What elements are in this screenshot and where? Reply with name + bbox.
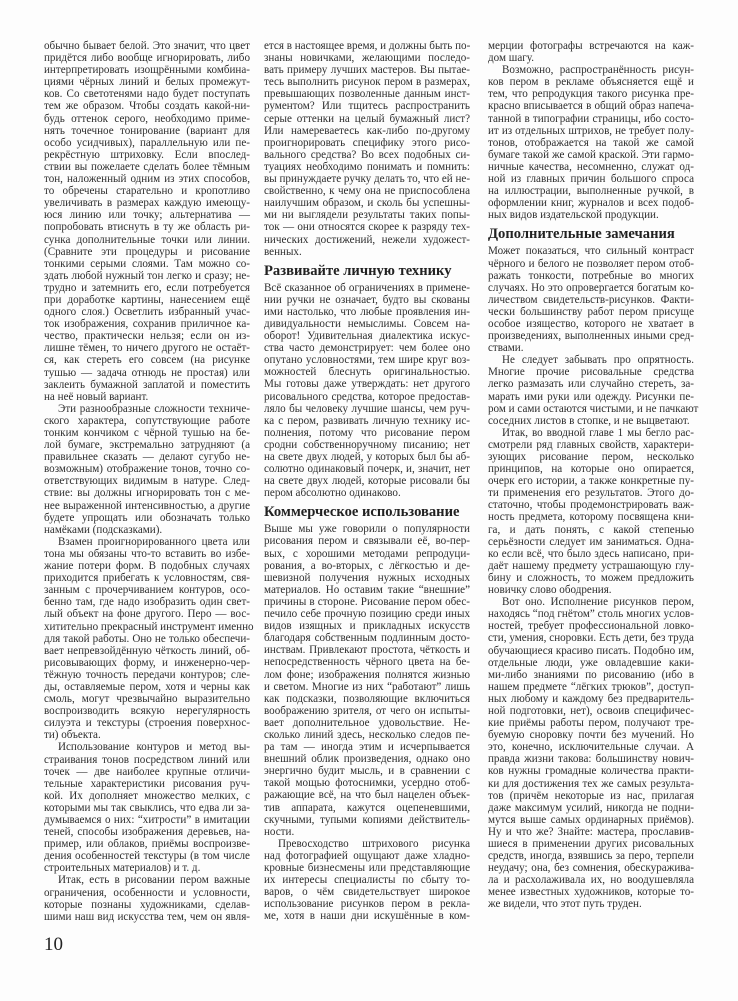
text-line: материалов. Но оставим такие “внешние” — [264, 583, 470, 596]
text-line: лой бумаге, экстремально затрудняют (а — [44, 439, 250, 452]
text-line: юся линию или точку; альтернатива — — [44, 209, 250, 222]
paragraph — [264, 838, 470, 923]
section-heading: Развивайте личную технику — [264, 262, 452, 279]
text-line: серые оттенки на целый бумажный лист? — [264, 112, 470, 125]
text-line: Итак, во вводной главе 1 мы бегло рас- — [502, 426, 694, 439]
text-line: менее известных художников, которые то- — [488, 886, 694, 899]
text-line: приходится прибегать к условностям, свя- — [44, 572, 250, 585]
text-line: циями чёрных линий и белых промежут- — [44, 76, 250, 89]
text-line: мерции фотографы встречаются на каж- — [488, 40, 694, 52]
text-line: воспроизводить всякую нерегулярность — [44, 705, 250, 718]
text-line: солютно одинаковый почерк, и, значит, нет — [264, 463, 470, 476]
text-line: кой. Их дополняет множество мелких, с — [44, 789, 250, 802]
text-line: случаях. Но это опровергается богатым ко- — [488, 281, 694, 294]
text-line: опутано условностями, тем шире круг воз- — [264, 354, 470, 367]
text-line: ми-либо знаниями по рисованию (ибо в — [488, 668, 694, 681]
text-line: (Сравните эти процедуры и рисование — [44, 245, 250, 258]
text-line: нии ручки не означает, будто вы скованы — [264, 293, 470, 306]
text-line: шевизной получения нужных исходных — [264, 571, 470, 584]
text-line: на иллюстрации, выполненные ручкой, в — [488, 185, 694, 198]
text-line: нических достижений, нежели художест- — [264, 233, 470, 246]
text-line: инствам. Привлекают простота, чёткость и — [264, 644, 470, 657]
text-line: можностей блеснуть оригинальностью. — [264, 366, 470, 379]
text-line: дения особенностей текстуры (в том числе — [44, 850, 250, 863]
text-column-1 — [44, 40, 254, 923]
text-line: заклеить бумажной заплатой и поместить — [44, 378, 250, 391]
text-line: то обречены старательно и кропотливо — [44, 185, 250, 198]
text-line: шими наш вид искусства тем, чем он явля- — [44, 910, 250, 923]
text-line: личеством свидетельств-рисунков. Факти- — [488, 293, 694, 306]
text-line: их интересы специалисты по сбыту то- — [264, 874, 470, 887]
text-line: ностей, требует профессиональной ловко- — [488, 620, 694, 633]
text-line: Многие прочие рисовальные средства — [488, 366, 694, 379]
text-line: над фотографией ощущают даже хладно- — [264, 849, 470, 862]
text-line: буемую сноровку почти без мучений. Но — [488, 729, 694, 742]
text-line: ствие: вы должны игнорировать тон с ме- — [44, 487, 250, 500]
text-line: нее выраженной интенсивностью, а другие — [44, 499, 250, 512]
text-line: нять точечное тонирование (вариант для — [44, 124, 250, 137]
text-line: будете упрощать или обозначать только — [44, 511, 250, 524]
text-line: вы принуждаете ручку делать то, что ей не- — [264, 173, 471, 186]
text-line: Вот оно. Исполнение рисунков пером, — [502, 596, 694, 609]
text-line: тона мы обязаны что-то вставить во избе- — [44, 547, 250, 560]
text-line: средств, иногда, взявшись за перо, терпели — [488, 850, 694, 863]
text-line: ной из главных причин большого спроса — [488, 173, 694, 186]
text-line: марать ими руки или одежду. Рисунки пе- — [488, 390, 694, 403]
text-line: теней, способы изображения деревьев, на- — [44, 826, 250, 839]
text-line: использование рисунков пером в рекла- — [264, 898, 470, 911]
paragraph — [488, 64, 694, 221]
text-line: красно вписывается в общий образ напеча- — [488, 100, 694, 113]
text-line: оформлении книг, журналов и всех подоб- — [488, 197, 694, 210]
text-line: ды, оставляемые пером, хотя и черны как — [44, 680, 250, 693]
text-line: на свете двух людей, которые рисовали бы — [264, 475, 470, 488]
section-heading: Коммерческое использование — [264, 504, 460, 521]
text-line: свойственно, к чему она не приспособлена — [264, 185, 470, 198]
text-line: обучающиеся красиво писать. Подобно им, — [488, 644, 694, 657]
text-line: лишне тёмен, то ничего другого не остаёт- — [44, 342, 250, 355]
paragraph — [44, 741, 250, 874]
text-line: особое изящество, которого не хватает в — [488, 317, 694, 330]
text-line: ла и расхолаживала их, но воодушевляла — [488, 874, 694, 887]
text-line: Итак, есть в рисовании пером важные — [58, 874, 250, 887]
text-line: танной в типографии страницы, ибо состо- — [488, 112, 694, 125]
text-line: скучными, тупыми копиями действитель- — [264, 813, 470, 826]
text-line: принципов, на которые оно опирается, — [488, 463, 694, 476]
text-line: ничные качества, несомненно, служат од- — [488, 160, 694, 173]
text-line: туациях необходимо понимать и помнить: — [264, 160, 470, 173]
text-line: ми ни выглядели результаты таких попы- — [264, 209, 470, 222]
text-line: хитительно прекрасный инструмент именно — [44, 620, 254, 633]
text-line: видов изящных и прикладных искусств — [264, 620, 470, 633]
text-line: ит из отдельных штрихов, не требует полу- — [488, 124, 694, 137]
text-line: зующих рисование пером, несколько — [488, 451, 694, 463]
text-line: ими настолько, что любые проявления ин- — [264, 305, 470, 318]
text-line: Возможно, распространённость рисун- — [502, 64, 694, 77]
text-line: это, конечно, исключительные случаи. А — [488, 741, 694, 754]
text-line: Может показаться, что сильный контраст — [488, 245, 694, 258]
text-line: кие приёмы работы пером, получают тре- — [488, 717, 694, 730]
paragraph — [488, 596, 694, 910]
text-line: ствами. — [488, 342, 524, 355]
text-line: которыми мы так свыклись, что едва ли за- — [44, 801, 250, 814]
text-column-3 — [488, 40, 699, 911]
text-line: произведениях, выполненных иными сред- — [488, 330, 694, 343]
text-line: Превосходство штрихового рисунка — [278, 837, 470, 850]
text-line: вать примеру лучших мастеров. Вы пытае- — [264, 64, 470, 77]
text-line: знаны новичками, желающими последо- — [264, 52, 470, 65]
text-line: как подсказки, позволяющие включиться — [264, 692, 470, 705]
paragraph — [44, 535, 254, 742]
paragraph — [264, 523, 470, 837]
text-line: очерк его истории, а также конкретные пу- — [488, 475, 694, 488]
text-line: ражающие всё, на что был нацелен объек- — [264, 789, 470, 802]
text-line: воображению зрителя, от чего он испыты- — [264, 704, 470, 717]
text-line: думываемся о них: “хитрости” в имитации — [44, 814, 250, 826]
text-line: ток изображения, сохранив приличное ка- — [44, 318, 250, 331]
text-line: чёрного и белого не позволяет пером отоб- — [488, 257, 694, 270]
text-line: чество, практически нельзя; если он из- — [44, 330, 250, 343]
text-line: для такой работы. Оно не только обеспечи- — [44, 632, 250, 645]
text-line: ражать тонкости, потребные во многих — [488, 269, 694, 282]
paragraph — [44, 40, 250, 403]
text-line: сколько линий здесь, несколько следов пе- — [264, 728, 470, 741]
text-line: тив аппарата, кажутся оцепеневшими, — [264, 801, 470, 814]
text-line: особо усидчивых), параллельную или пе- — [44, 136, 250, 149]
text-line: благодаря собственным подлинным досто- — [264, 632, 470, 645]
text-line: серьёзности следует им заниматься. Одна- — [488, 535, 694, 548]
text-line: проигнорировать специфику этого рисо- — [264, 136, 470, 149]
text-line: превышающих позволенные данным инст- — [264, 88, 470, 101]
text-line: сунка дополнительные точки или линии. — [44, 233, 250, 246]
text-line: венных. — [264, 245, 302, 258]
text-line: тёжную точность передачи контуров; сле- — [44, 668, 250, 681]
text-line: Выше мы уже говорили о популярности — [264, 523, 470, 536]
text-line: Ну и что же? Знайте: мастера, прославив- — [488, 825, 694, 838]
text-line: сродни собственноручному писанию; нет — [264, 438, 470, 451]
text-line: ляло бы человеку лучшие шансы, чем руч- — [264, 402, 470, 415]
text-line: пером абсолютно одинаково. — [264, 487, 401, 500]
text-line: рументом? Или тщитесь распространить — [264, 100, 470, 113]
text-line: ся, как стереть его совсем (на рисунке — [44, 354, 250, 367]
text-line: Или намереваетесь как-либо по-другому — [264, 124, 470, 137]
text-line: силуэта и текстуры (строения поверхнос- — [44, 717, 250, 730]
text-line: га, и дать понять, с какой степенью — [488, 523, 694, 536]
text-line: точек — две наиболее крупные отличи- — [44, 765, 250, 778]
text-line: рисовального средства, которое предостав- — [264, 390, 470, 403]
text-line: смотрели ряд главных свойств, характери- — [488, 438, 694, 451]
text-line: смоль, могут чрезвычайно выразительно — [44, 693, 250, 706]
text-line: бенно там, где надо изобразить один свет- — [44, 596, 250, 609]
text-line: намёками (подсказками). — [44, 523, 163, 536]
text-line: жание потери форм. В подобных случаях — [44, 560, 250, 573]
paragraph — [488, 245, 694, 354]
paragraph — [44, 403, 250, 536]
text-line: соседних листов в стопке, и не выцветают. — [488, 414, 690, 427]
text-line: тов (причём некоторые из нас, прилагая — [488, 789, 694, 802]
text-line: ной подготовки, нет), освоив специфичес- — [488, 704, 694, 717]
text-line: такой мощью фотоснимки, усердно отоб- — [264, 777, 470, 790]
text-line: сти, умения, сноровки. Есть дети, без труда — [488, 632, 694, 645]
text-line: вых, с хорошими методами репродуци- — [264, 547, 470, 560]
text-line: печило себе прочную позицию среди иных — [264, 608, 470, 621]
text-line: ме, хотя в наши дни искушённые в ком- — [264, 910, 470, 923]
text-line: ков нужны громадные количества практи- — [488, 765, 694, 778]
text-line: страивания тонов посредством линий или — [44, 753, 250, 766]
text-line: ко если всё, что было здесь написано, при- — [488, 547, 694, 560]
text-line: тонов, отображается на такой же самой — [488, 136, 694, 149]
text-line: возможным) отображение тонов, точно со- — [44, 463, 250, 476]
text-line: занным с прочерчиванием контуров, осо- — [44, 584, 250, 597]
text-line: наилучшим образом, и сколь бы успешны- — [264, 197, 470, 210]
text-line: бумаге такой же самой краской. Эти гармо- — [488, 148, 694, 161]
text-line: вает дополнительное удовольствие. Не- — [264, 716, 470, 729]
paragraph — [488, 427, 694, 596]
text-line: ков пером в рекламе объясняется ещё и — [488, 76, 694, 89]
text-line: придётся либо вообще игнорировать, либо — [44, 52, 250, 65]
text-line: тельные характеристики рисования руч- — [44, 777, 250, 790]
text-line: попробовать втиснуть в ту же область ри- — [44, 221, 250, 234]
text-line: увеличивать в размерах каждую имеющу- — [44, 197, 250, 210]
text-line: ства часто демонстрирует: чем более оно — [264, 342, 470, 355]
text-line: пример, или облаков, приёмы воспроизве- — [44, 838, 250, 851]
text-line: при доработке картины, нанесением ещё — [44, 293, 250, 306]
text-line: полнения, потому что рисование пером — [264, 426, 470, 439]
text-line: ограничения, особенности и условности, — [44, 886, 250, 899]
text-line: вального средства? Во всех подобных си- — [264, 148, 470, 161]
text-line: Всё сказанное об ограничениях в примене- — [264, 281, 470, 294]
text-line: шиеся в применении других рисовальных — [488, 838, 694, 850]
text-line: строительных материалов) и т. д. — [44, 862, 201, 875]
text-line: же видели, что этот путь труден. — [488, 898, 642, 911]
text-line: ти применения его результатов. Этого до- — [488, 487, 694, 500]
text-line: ского характера, сопутствующие работе — [44, 414, 250, 427]
text-line: статочно, чтобы продемонстрировать важ- — [488, 499, 694, 512]
paragraph — [488, 40, 694, 64]
text-line: Взамен проигнорированного цвета или — [58, 535, 250, 548]
text-line: обычно бывает белой. Это значит, что цвет — [44, 40, 250, 52]
text-line: правда жизни такова: большинству нович- — [488, 753, 694, 766]
paragraph — [264, 40, 470, 258]
text-line: находясь “под гнётом” столь многих услов- — [488, 608, 694, 621]
text-line: ра там — иногда этим и исчерпывается — [264, 741, 470, 754]
text-line: дом шагу. — [488, 52, 534, 65]
text-line: неудачу; она, без сомнения, обескуражива- — [488, 862, 694, 875]
text-line: кровные бизнесмены или представляющие — [264, 862, 470, 874]
text-line: нашем предмете “лёгких трюков”, доступ- — [488, 680, 694, 693]
text-line: отдельные люди, уже овладевшие каки- — [488, 656, 694, 669]
text-line: причины в стороне. Рисование пером обес- — [264, 595, 470, 608]
text-line: на неё новый вариант. — [44, 390, 149, 403]
text-line: на свете двух людей, у которых был бы аб- — [264, 451, 470, 463]
text-line: и светом. Многие из них “работают” лишь — [264, 680, 470, 693]
text-line: ется в настоящее время, и должны быть по- — [264, 40, 471, 52]
text-line: ток — они относятся скорее к разряду тех- — [264, 221, 470, 234]
text-line: оборот! Удивительная диалектика искус- — [264, 330, 470, 343]
text-line: ром и сами остаются чистыми, и не пачкают — [488, 402, 699, 415]
text-line: ных любому и каждому без предваритель- — [488, 692, 694, 705]
text-line: Мы готовы даже утверждать: нет другого — [264, 378, 470, 391]
text-line: энергично будит мысль, и в сравнении с — [264, 765, 470, 778]
page-number: 10 — [44, 934, 63, 955]
text-line: новичку слово ободрения. — [488, 584, 612, 597]
text-line: правильнее сказать — делают сугубо не- — [44, 451, 250, 464]
text-line: ков. Со светотенями надо будет поступать — [44, 88, 250, 101]
text-line: тонким кончиком с чёрной тушью на бе- — [44, 427, 250, 439]
text-line: ти) объекта. — [44, 729, 101, 742]
paragraph — [44, 874, 250, 922]
text-line: мутся выше самых ординарных приёмов). — [488, 813, 694, 826]
text-line: тон, наложенный одним из этих способов, — [44, 173, 250, 186]
text-line: даёт нашему предмету устрашающую глу- — [488, 559, 694, 572]
text-line: тем же образом. Чтобы создать какой-ни- — [44, 100, 250, 113]
section-heading: Дополнительные замечания — [488, 226, 675, 243]
text-line: тонкими серыми слоями. Там можно со- — [44, 257, 250, 270]
text-line: ность предмета, которому посвящена кни- — [488, 511, 694, 524]
text-line: тем, что репродукция такого рисунка пре- — [488, 88, 694, 101]
text-line: тушью — задача отнюдь не простая) или — [44, 366, 250, 379]
text-line: варов, о чём свидетельствует широкое — [264, 886, 470, 899]
text-line: чески большинству работ пером присуще — [488, 305, 694, 318]
text-line: рисования пером и связывали её, во-пер- — [264, 535, 470, 548]
text-line: Не следует забывать про опрятность. — [502, 354, 694, 367]
text-line: Эти разнообразные сложности техниче- — [58, 402, 250, 415]
text-line: будь оттенок серого, необходимо приме- — [44, 112, 250, 125]
text-line: Использование контуров и метод вы- — [58, 741, 250, 754]
text-line: трудно и затемнить его, если потребуется — [44, 281, 250, 294]
text-column-2 — [264, 40, 470, 922]
text-line: лый объект на фоне другого. Перо — вос- — [44, 608, 250, 621]
text-line: бину и сложность, то можем предложить — [488, 571, 694, 584]
text-line: тесь выполнить рисунок пером в размерах, — [264, 76, 470, 89]
text-line: которые познаны художниками, сделав- — [44, 898, 250, 911]
text-line: ка с пером, развивать личную технику ис- — [264, 414, 470, 427]
text-line: дивидуальности немыслимы. Совсем на- — [264, 317, 470, 330]
text-line: ствии вы пожелаете сделать более тёмным — [44, 160, 250, 173]
text-line: непосредственность чёрного цвета на бе- — [264, 656, 470, 669]
text-line: ности. — [264, 825, 295, 838]
text-line: вает непревзойдённую чёткость линий, об- — [44, 644, 250, 657]
text-line: даже максимум усилий, никогда не подни- — [488, 801, 694, 814]
text-line: ных видов издательской продукции. — [488, 209, 659, 222]
text-line: рекрёстную штриховку. Если впослед- — [44, 148, 250, 161]
text-line: рования, а во-вторых, с лёгкостью и де- — [264, 559, 470, 572]
text-line: внешний облик произведения, однако оно — [264, 753, 470, 766]
text-line: рисовывающих форму, и инженерно-чер- — [44, 656, 250, 669]
text-line: легко размазать или случайно стереть, за- — [488, 378, 694, 391]
text-line: ки для достижения тех же самых результа- — [488, 777, 694, 790]
paragraph — [488, 354, 699, 427]
text-line: одного слоя.) Осветлить избранный учас- — [44, 306, 250, 319]
text-line: лом фоне; изображения полнятся жизнью — [264, 668, 470, 681]
text-line: интерпретировать изощрёнными комбина- — [44, 64, 250, 77]
paragraph — [264, 282, 470, 500]
text-line: здать любой нужный тон легко и сразу; не- — [44, 269, 250, 282]
text-line: ответствующих видимым в натуре. След- — [44, 475, 250, 488]
